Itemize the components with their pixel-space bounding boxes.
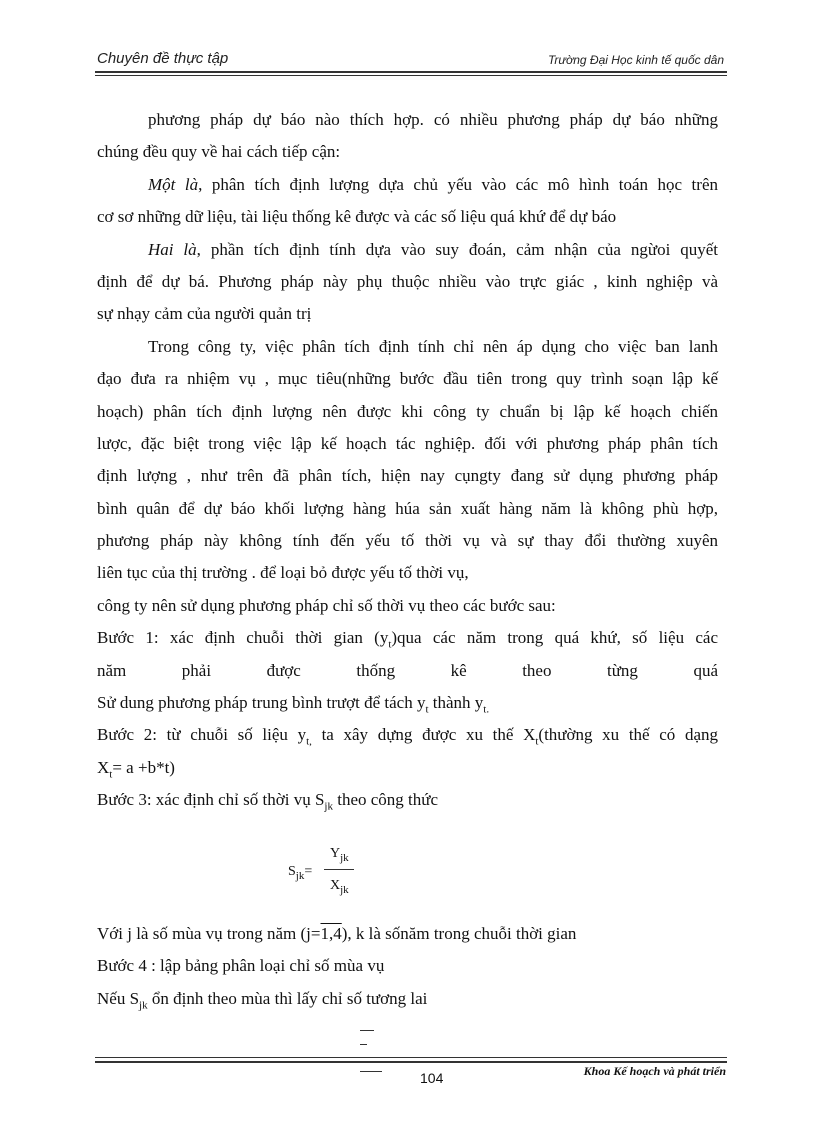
formula-denominator — [330, 878, 349, 894]
text-line: cơ sơ những dữ liệu, tài liệu thống kê được và các số liệu quá khứ để dự báo — [97, 207, 617, 227]
formula-fragment-bar — [360, 1044, 367, 1045]
text-line — [97, 234, 718, 266]
page-number: 104 — [420, 1070, 444, 1086]
text-line: công ty nên sử dụng phương pháp chỉ số thời vụ theo các bước sau: — [97, 595, 556, 615]
subscript: jk — [139, 999, 148, 1012]
text-line: lược, đặc biệt trong việc lập kế hoạch tác nghiệp. đối với phương pháp phân tích — [97, 433, 718, 453]
text-line: năm phải được thống kê theo từng quá — [97, 660, 718, 680]
formula-lhs — [288, 864, 312, 880]
formula-y: Y — [330, 846, 341, 861]
formula-numerator — [330, 846, 349, 862]
formula-s: S — [288, 864, 296, 879]
emphasis: Một là — [148, 174, 199, 194]
text-span: , phân tích định lượng dựa chủ yếu vào các mô hình toán học trên — [198, 174, 718, 194]
text-span: Bước 1: xác định chuỗi thời gian (y — [97, 628, 389, 648]
subscript: jk — [324, 800, 333, 813]
text-line: phương pháp này không tính đến yếu tố thời vụ và sự thay đổi thường xuyên — [97, 531, 718, 551]
formula-fragment-bar — [360, 1030, 374, 1031]
subscript: jk — [340, 851, 349, 864]
body-text-lower — [97, 918, 718, 1015]
subscript: jk — [340, 883, 349, 896]
text-line — [97, 687, 718, 719]
text-line — [97, 918, 718, 950]
subscript: t — [388, 638, 392, 651]
text-line — [97, 752, 718, 784]
text-span: Nếu S — [97, 988, 140, 1008]
text-line: định lượng , như trên đã phân tích, hiện nay cụngty đang sử dụng phương pháp — [97, 466, 718, 486]
text-line: sự nhạy cảm của người quản trị — [97, 304, 312, 324]
text-span: Bước 3: xác định chỉ số thời vụ S — [97, 790, 325, 810]
text-line: Bước 4 : lập bảng phân loại chỉ số mùa vụ — [97, 956, 385, 976]
text-span: X — [97, 757, 110, 777]
footer-faculty: Khoa Kế hoạch và phát triển — [583, 1064, 726, 1078]
text-span: theo công thức — [332, 790, 439, 810]
seasonal-index-formula — [288, 846, 408, 906]
header-school: Trường Đại Học kinh tế quốc dân — [547, 53, 724, 67]
text-line — [97, 784, 718, 816]
subscript: jk — [295, 869, 305, 882]
text-span: thành y — [428, 693, 484, 713]
formula-x: X — [330, 878, 341, 893]
body-text — [97, 104, 718, 817]
text-line — [97, 169, 718, 201]
formula-equals: = — [304, 864, 313, 879]
subscript: t — [425, 703, 429, 716]
header-rule-thick — [95, 71, 727, 73]
text-line: đạo đưa ra nhiệm vụ , mục tiêu(những bước đầu tiên trong quy trình soạn lập kế — [97, 369, 718, 389]
text-span: Bước 2: từ chuỗi số liệu y — [97, 725, 307, 745]
text-line: bình quân để dự báo khối lượng hàng húa sản xuất hàng năm là không phù hợp, — [97, 498, 718, 518]
subscript: t. — [483, 703, 490, 716]
emphasis: Hai là — [148, 239, 197, 259]
text-line: hoạch) phân tích định lượng nên được khi công ty chuẩn bị lập kế hoạch chiến — [97, 401, 718, 421]
header-title: Chuyên đề thực tập — [97, 50, 229, 67]
text-line: chúng đều quy về hai cách tiếp cận: — [97, 142, 341, 162]
text-span: )qua các năm trong quá khứ, số liệu các — [391, 628, 718, 648]
text-line — [97, 622, 718, 654]
text-span: , phần tích định tính dựa vào suy đoán, cảm nhận của ngừoi quyết — [196, 239, 718, 259]
footer-rule-thick — [95, 1061, 727, 1063]
text-span: Với j là số mùa vụ trong năm (j= — [97, 924, 321, 943]
subscript: t — [109, 768, 113, 781]
formula-fragment-bar — [360, 1071, 382, 1072]
footer-rule-thin — [95, 1057, 727, 1058]
fraction-bar — [324, 869, 354, 870]
text-line — [97, 719, 718, 751]
subscript: t — [535, 735, 539, 748]
text-span: = a +b*t) — [112, 757, 175, 777]
text-span: (thường xu thế có dạng — [538, 725, 719, 745]
text-span: ta xây dựng được xu thế X — [311, 725, 536, 745]
text-line: định để dự bá. Phương pháp này phụ thuộc nhiều vào trực giác , kinh nghiệp và — [97, 271, 718, 291]
text-span: ổn định theo mùa thì lấy chỉ số tương lai — [147, 988, 428, 1008]
text-span: Sử dung phương pháp trung bình trượt để tách y — [97, 693, 426, 713]
text-span: ), k là sốnăm trong chuỗi thời gian — [341, 924, 577, 943]
text-line: liên tục của thị trường . để loại bỏ được yếu tố thời vụ, — [97, 563, 469, 583]
overlined-range: 1,4 — [320, 924, 342, 943]
text-line: Trong công ty, việc phân tích định tính chỉ nên áp dụng cho việc ban lanh — [148, 336, 718, 356]
text-line — [97, 983, 718, 1015]
subscript: t, — [306, 735, 312, 748]
text-line: phương pháp dự báo nào thích hợp. có nhiều phương pháp dự báo những — [148, 110, 718, 129]
header-rule-thin — [95, 75, 727, 76]
